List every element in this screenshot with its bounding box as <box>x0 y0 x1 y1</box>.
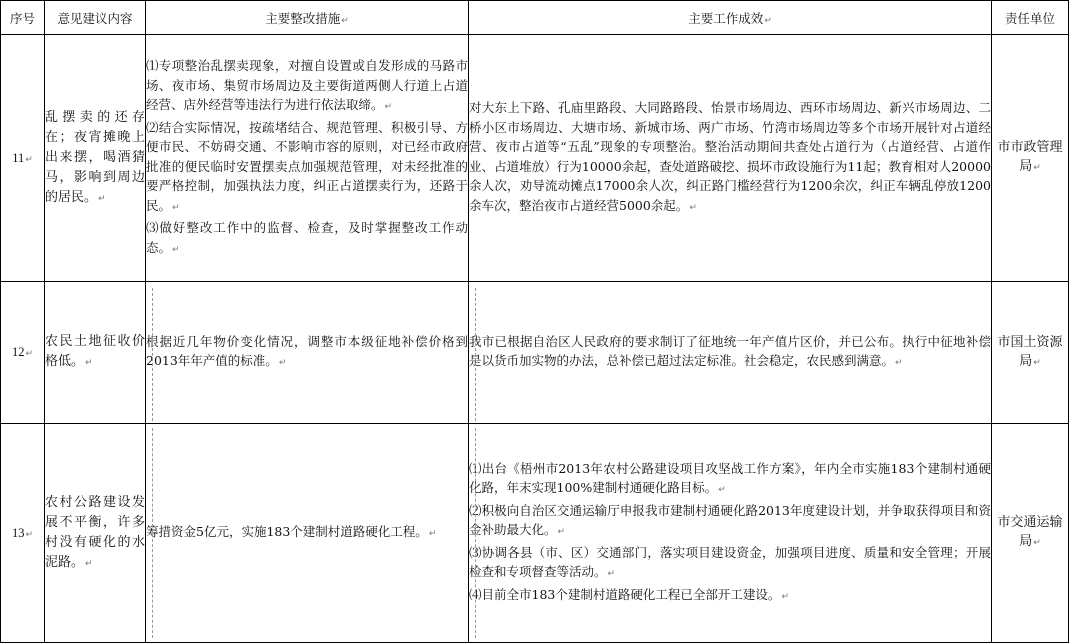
cell-guide-line <box>475 428 476 638</box>
paragraph-mark-icon: ↵ <box>384 102 393 112</box>
responsible-unit-cell: 市国土资源局↵ <box>992 282 1069 424</box>
results-cell <box>469 35 992 282</box>
header-row <box>1 1 1069 35</box>
measure-item: ⑶做好整改工作中的监督、检查，及时掌握整改工作动态。↵ <box>146 220 468 255</box>
opinion-cell: 农村公路建设发展不平衡，许多村没有硬化的水泥路。↵ <box>45 424 146 643</box>
table-row <box>1 35 1069 282</box>
result-item: 我市已根据自治区人民政府的要求制订了征地统一年产值片区价，并已公布。执行中征地补偿是以货币加实物的办法，总补偿已超过法定标准。社会稳定，农民感到满意。↵ <box>469 333 991 368</box>
row-number: 11↵ <box>1 35 45 282</box>
row-number: 13↵ <box>1 424 45 643</box>
result-item: 对大东上下路、孔庙里路段、大同路路段、怡景市场周边、西环市场周边、新兴市场周边、二桥小区市场周边、大塘市场、新城市场、两广市场、竹湾市场周边等多个市场开展针对占道经营、夜市占道等“五乱”现象的专项整治。整治活动期间共查处占道行为（占道经营、占道作业、占道堆放）行为10000余起，查处道路破挖、损坏市政设施行为11起；教育相对人20000余人次，劝导流动摊点17000余人次，纠正路门槛经营行为1200余次，纠正车辆乱停放1200余车次，整治夜市占道经营5000余起。↵ <box>469 100 991 213</box>
paragraph-mark-icon: ↵ <box>1033 163 1041 173</box>
header-results: 主要工作成效↵ <box>469 1 992 35</box>
paragraph-mark-icon: ↵ <box>85 558 93 569</box>
paragraph-mark-icon: ↵ <box>25 529 34 540</box>
paragraph-mark-icon: ↵ <box>1033 357 1041 368</box>
paragraph-mark-icon: ↵ <box>85 358 93 368</box>
paragraph-mark-icon: ↵ <box>172 244 180 255</box>
paragraph-mark-icon: ↵ <box>689 202 697 213</box>
row-number: 12↵ <box>1 282 45 424</box>
responsible-unit-cell: 市市政管理局↵ <box>992 35 1069 282</box>
cell-guide-line <box>475 288 476 421</box>
result-item: ⑵积极向自治区交通运输厅申报我市建制村通硬化路2013年度建设计划，并争取获得项目和资金补助最大化。↵ <box>469 502 991 538</box>
measure-item: 筹措资金5亿元，实施183个建制村道路硬化工程。↵ <box>146 523 437 539</box>
paragraph-mark-icon: ↵ <box>895 358 903 368</box>
paragraph-mark-icon: ↵ <box>557 527 566 538</box>
paragraph-mark-icon: ↵ <box>718 485 726 496</box>
paragraph-mark-icon: ↵ <box>341 15 349 26</box>
header-no: 序号 <box>1 1 45 35</box>
cell-guide-line <box>152 428 153 638</box>
cell-guide-line <box>152 288 153 421</box>
responsible-unit-cell: 市交通运输局↵ <box>992 424 1069 643</box>
header-unit: 责任单位 <box>992 1 1069 35</box>
table-row <box>1 282 1069 424</box>
table-row <box>1 424 1069 643</box>
results-cell <box>469 424 992 643</box>
measures-cell <box>146 35 469 282</box>
results-cell <box>469 282 992 424</box>
paragraph-mark-icon: ↵ <box>428 528 437 539</box>
paragraph-mark-icon: ↵ <box>1033 538 1041 548</box>
result-item: ⑴出台《梧州市2013年农村公路建设项目攻坚战工作方案》，年内全市实施183个建制村通硬化路，年末实现100%建制村通硬化路目标。↵ <box>469 460 991 496</box>
paragraph-mark-icon: ↵ <box>764 15 772 26</box>
opinion-cell: 乱摆卖的还存在；夜宵摊晚上出来摆，喝酒猜马，影响到周边的居民。↵ <box>45 35 146 282</box>
opinion-cell: 农民土地征收价格低。↵ <box>45 282 146 424</box>
paragraph-mark-icon: ↵ <box>25 154 33 165</box>
paragraph-mark-icon: ↵ <box>98 193 106 204</box>
measures-cell <box>146 424 469 643</box>
measure-item: ⑵结合实际情况，按疏堵结合、规范管理、积极引导、方便市民、不妨碍交通、不影响市容的原则，对已经市政府批准的便民临时安置摆卖点加强规范管理，对未经批准的要严格控制，加强执法力度，纠正占道摆卖行为，还路于民。↵ <box>146 119 468 213</box>
measure-item: 根据近几年物价变化情况，调整市本级征地补偿价格到2013年年产值的标准。↵ <box>146 333 468 368</box>
measures-cell <box>146 282 469 424</box>
result-item: ⑶协调各县（市、区）交通部门，落实项目建设资金，加强项目进度、质量和安全管理；开展检查和专项督查等活动。↵ <box>469 544 991 580</box>
paragraph-mark-icon: ↵ <box>172 202 180 213</box>
paragraph-mark-icon: ↵ <box>781 591 789 602</box>
header-opinion: 意见建议内容 <box>45 1 146 35</box>
paragraph-mark-icon: ↵ <box>607 569 616 580</box>
measure-item: ⑴专项整治乱摆卖现象，对擅自设置或自发形成的马路市场、夜市场、集贸市场周边及主要街道两侧人行道上占道经营、店外经营等违法行为进行依法取缔。↵ <box>146 58 468 112</box>
paragraph-mark-icon: ↵ <box>25 349 34 359</box>
header-measures: 主要整改措施↵ <box>146 1 469 35</box>
result-item: ⑷目前全市183个建制村道路硬化工程已全部开工建设。↵ <box>469 586 789 602</box>
paragraph-mark-icon: ↵ <box>278 358 287 368</box>
